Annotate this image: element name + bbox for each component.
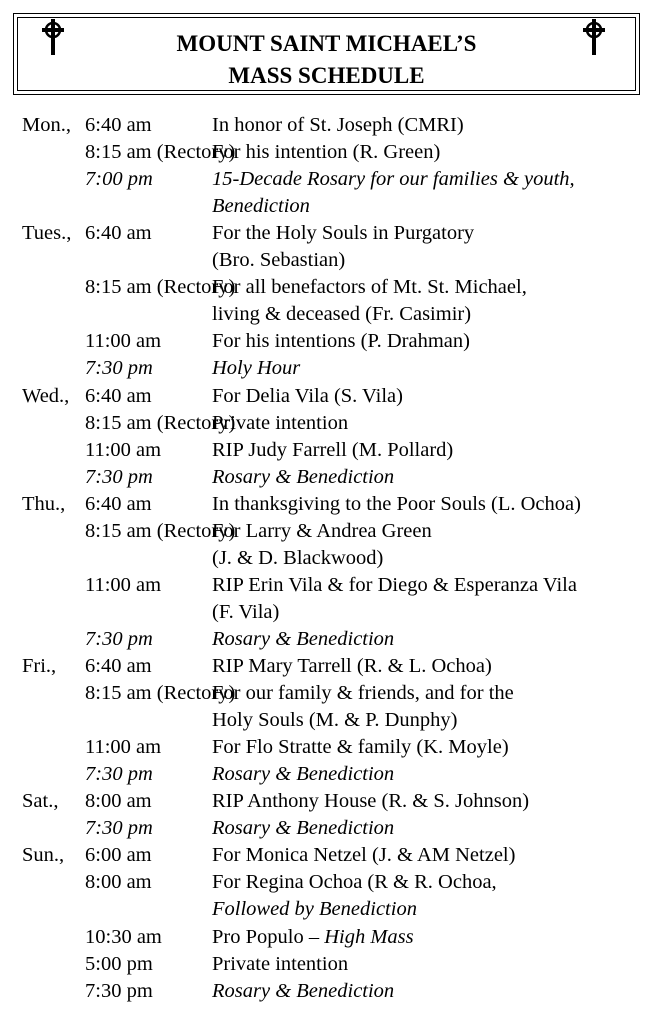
intention-text: Rosary & Benediction [212, 817, 395, 840]
intention-text: For our family & friends, and for the [212, 682, 514, 705]
mass-intention [212, 951, 348, 978]
intention-text: (F. Vila) [212, 600, 280, 623]
mass-intention [212, 139, 440, 166]
mass-intention [212, 842, 515, 869]
mass-intention [212, 193, 310, 220]
mass-intention [212, 247, 345, 274]
mass-intention [212, 274, 527, 301]
mass-intention [212, 166, 575, 193]
intention-text: For Larry & Andrea Green [212, 519, 432, 542]
mass-time: 7:30 pm [85, 627, 153, 650]
intention-text: Rosary & Benediction [212, 763, 395, 786]
mass-time: 8:15 am (Rectory) [85, 276, 236, 299]
day-label: Thu., [22, 492, 66, 515]
mass-time: 8:15 am (Rectory) [85, 682, 236, 705]
day-label: Sat., [22, 790, 59, 813]
intention-text: RIP Anthony House (R. & S. Johnson) [212, 790, 530, 813]
day-label: Tues., [22, 222, 72, 245]
celtic-cross-icon [581, 18, 607, 56]
page-title-line1: MOUNT SAINT MICHAEL’S [176, 31, 477, 56]
intention-text: For Monica Netzel (J. & AM Netzel) [212, 844, 516, 867]
intention-text: Benediction [212, 195, 310, 218]
mass-intention [212, 545, 383, 572]
mass-time: 7:30 pm [85, 357, 153, 380]
intention-text: RIP Erin Vila & for Diego & Esperanza Vila [212, 573, 577, 596]
mass-intention [212, 978, 394, 1005]
intention-text: Holy Hour [212, 357, 301, 380]
day-label: Mon., [22, 114, 71, 136]
day-label: Fri., [22, 655, 57, 677]
intention-text: Private intention [212, 952, 349, 975]
mass-intention [212, 788, 529, 815]
intention-text: For Regina Ochoa (R & R. Ochoa, [212, 871, 497, 894]
mass-time: 6:00 am [85, 844, 152, 867]
mass-intention [212, 761, 394, 788]
mass-intention [212, 734, 509, 761]
intention-text: (J. & D. Blackwood) [212, 546, 384, 569]
intention-text: In honor of St. Joseph (CMRI) [212, 114, 464, 136]
intention-text: Rosary & Benediction [212, 465, 395, 488]
intention-text: RIP Mary Tarrell (R. & L. Ochoa) [212, 655, 492, 677]
intention-text: Pro Populo – [212, 925, 325, 948]
day-label: Wed., [22, 384, 70, 407]
intention-italic-text: High Mass [324, 925, 414, 948]
mass-time: 11:00 am [85, 330, 162, 353]
mass-time: 6:40 am [85, 492, 152, 515]
mass-intention [212, 707, 457, 734]
mass-time: 6:40 am [85, 114, 152, 136]
intention-text: For Flo Stratte & family (K. Moyle) [212, 736, 509, 759]
mass-intention [212, 924, 414, 951]
mass-intention [212, 896, 417, 923]
mass-time: 8:00 am [85, 790, 152, 813]
mass-time: 6:40 am [85, 655, 152, 677]
mass-intention [212, 815, 394, 842]
intention-text: Holy Souls (M. & P. Dunphy) [212, 709, 458, 732]
mass-intention [212, 680, 514, 707]
mass-intention [212, 355, 300, 382]
celtic-cross-icon [40, 18, 66, 56]
intention-text: For his intention (R. Green) [212, 141, 441, 164]
mass-intention [212, 220, 474, 247]
intention-text: Rosary & Benediction [212, 627, 395, 650]
mass-time: 8:15 am (Rectory) [85, 519, 236, 542]
page-title-line2: MASS SCHEDULE [228, 63, 425, 88]
intention-text: RIP Judy Farrell (M. Pollard) [212, 438, 454, 461]
mass-intention [212, 653, 492, 680]
mass-time: 11:00 am [85, 573, 162, 596]
intention-text: Private intention [212, 411, 349, 434]
mass-intention [212, 464, 394, 491]
mass-time: 8:15 am (Rectory) [85, 411, 236, 434]
mass-intention [212, 626, 394, 653]
mass-intention [212, 328, 470, 355]
mass-intention [212, 383, 403, 410]
intention-text: Rosary & Benediction [212, 979, 395, 1002]
intention-text: In thanksgiving to the Poor Souls (L. Ochoa) [212, 492, 581, 515]
mass-time: 7:30 pm [85, 465, 153, 488]
mass-time: 11:00 am [85, 736, 162, 759]
intention-text: (Bro. Sebastian) [212, 249, 346, 272]
mass-time: 7:00 pm [85, 168, 153, 191]
mass-intention [212, 599, 279, 626]
mass-time: 7:30 pm [85, 763, 153, 786]
intention-text: For all benefactors of Mt. St. Michael, [212, 276, 527, 299]
mass-time: 6:40 am [85, 222, 152, 245]
mass-time: 11:00 am [85, 438, 162, 461]
mass-time: 8:15 am (Rectory) [85, 141, 236, 164]
intention-text: For his intentions (P. Drahman) [212, 330, 470, 353]
header-box [13, 13, 640, 95]
intention-text: For the Holy Souls in Purgatory [212, 222, 475, 245]
intention-text: living & deceased (Fr. Casimir) [212, 303, 472, 326]
mass-intention [212, 518, 432, 545]
mass-intention [212, 572, 577, 599]
mass-time: 6:40 am [85, 384, 152, 407]
mass-time: 5:00 pm [85, 952, 153, 975]
mass-time: 10:30 am [85, 925, 162, 948]
mass-intention [212, 491, 581, 518]
day-label: Sun., [22, 844, 65, 867]
intention-text: 15-Decade Rosary for our families & youth, [212, 168, 575, 191]
intention-text: Followed by Benediction [212, 898, 417, 921]
mass-intention [212, 869, 497, 896]
mass-time: 7:30 pm [85, 979, 153, 1002]
mass-intention [212, 437, 453, 464]
intention-text: For Delia Vila (S. Vila) [212, 384, 403, 407]
mass-time: 8:00 am [85, 871, 152, 894]
mass-intention [212, 410, 348, 437]
mass-time: 7:30 pm [85, 817, 153, 840]
mass-intention [212, 301, 471, 328]
mass-intention [212, 112, 464, 139]
